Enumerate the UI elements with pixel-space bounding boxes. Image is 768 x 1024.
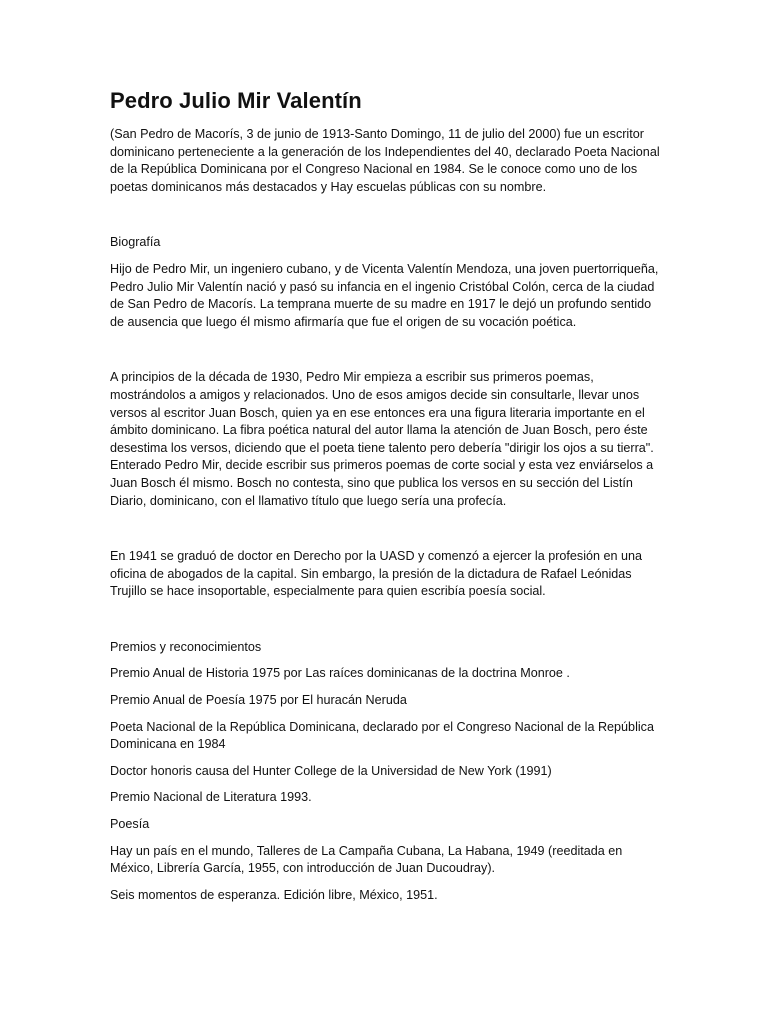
poesia-item: Hay un país en el mundo, Talleres de La Campaña Cubana, La Habana, 1949 (reeditada en México, Librería García, 1955, con introducción de Juan Ducoudray). <box>110 843 623 876</box>
premio-item: Premio Anual de Historia 1975 por Las raíces dominicanas de la doctrina Monroe . <box>110 666 570 681</box>
premio-item: Premio Nacional de Literatura 1993. <box>110 790 312 805</box>
bio-paragraph-2: A principios de la década de 1930, Pedro Mir empieza a escribir sus primeros poemas, mostrándolos a amigos y relacionados. Uno de esos amigos decide sin consultarle, llevar unos versos al escritor Juan Bosch, quien ya en ese entonces era una figura literaria importante en el ámbito dominicano. La fibra poética natural del autor llama la atención de Juan Bosch, pero éste desestima los versos, diciendo que el poeta tiene talento pero debería "dirigir los ojos a su tierra". Enterado Pedro Mir, decide escribir sus primeros poemas de corte social y esta vez enviárselos a Juan Bosch él mismo. Bosch no contesta, sino que publica los versos en su sección del Listín Diario, dominicano, con el llamativo título que luego sería una profecía. <box>110 370 654 508</box>
document-page <box>110 86 662 904</box>
intro-paragraph: (San Pedro de Macorís, 3 de junio de 1913-Santo Domingo, 11 de julio del 2000) fue un escritor dominicano perteneciente a la generación de los Independientes del 40, declarado Poeta Nacional de la República Dominicana por el Congreso Nacional en 1984. Se le conoce como uno de los poetas dominicanos más destacados y Hay escuelas públicas con su nombre. <box>110 127 660 194</box>
biografia-heading: Biografía <box>110 235 161 250</box>
poesia-item: Seis momentos de esperanza. Edición libre, México, 1951. <box>110 887 438 902</box>
bio-paragraph-1: Hijo de Pedro Mir, un ingeniero cubano, y de Vicenta Valentín Mendoza, una joven puertorriqueña, Pedro Julio Mir Valentín nació y pasó su infancia en el ingenio Cristóbal Colón, cerca de la ciudad de San Pedro de Macorís. La temprana muerte de su madre en 1917 le dejó un profundo sentido de ausencia que luego él mismo afirmaría que fue el origen de su vocación poética. <box>110 261 659 329</box>
premio-item: Doctor honoris causa del Hunter College de la Universidad de New York (1991) <box>110 763 552 778</box>
premio-item: Premio Anual de Poesía 1975 por El huracán Neruda <box>110 693 407 708</box>
document-title: Pedro Julio Mir Valentín <box>110 88 362 113</box>
premios-heading: Premios y reconocimientos <box>110 639 262 654</box>
poesia-heading: Poesía <box>110 817 150 832</box>
bio-paragraph-3: En 1941 se graduó de doctor en Derecho por la UASD y comenzó a ejercer la profesión en una oficina de abogados de la capital. Sin embargo, la presión de la dictadura de Rafael Leónidas Trujillo se hace insoportable, especialmente para quien escribía poesía social. <box>110 549 643 599</box>
premio-item: Poeta Nacional de la República Dominicana, declarado por el Congreso Nacional de la República Dominicana en 1984 <box>110 719 654 752</box>
